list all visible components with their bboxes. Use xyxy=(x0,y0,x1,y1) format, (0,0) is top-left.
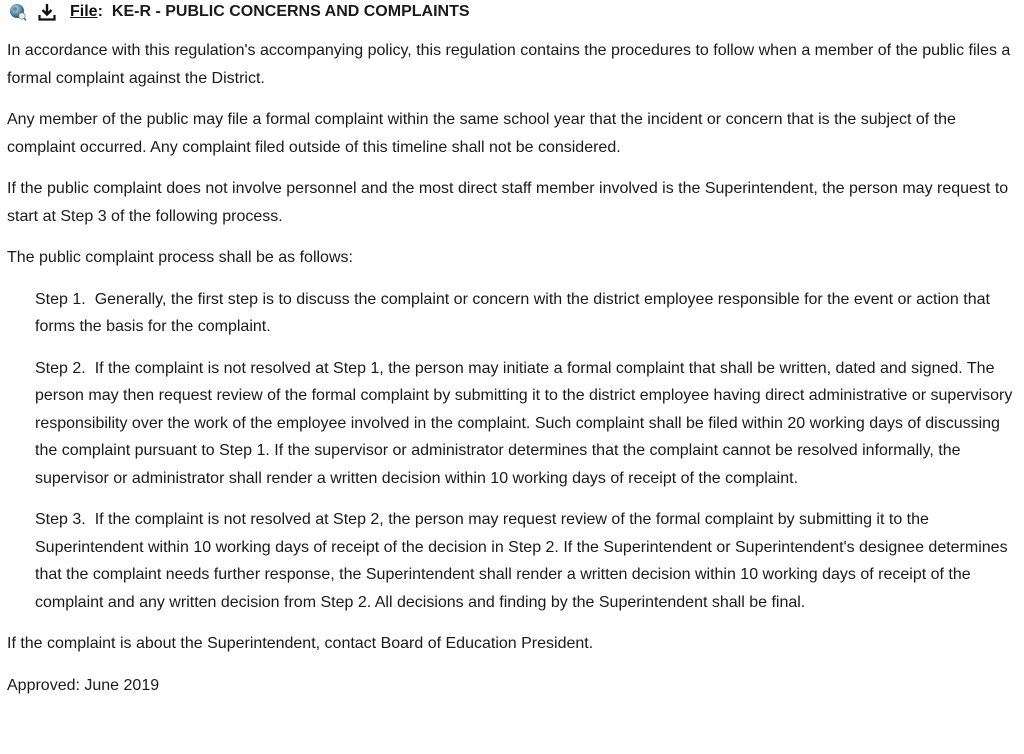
file-header xyxy=(7,0,1018,24)
step-2-text: If the complaint is not resolved at Step 1, the person may initiate a formal complaint that shall be written, dated and signed. The person may then request review of the formal complaint by submitting it to the district employee having direct administrative or supervisory responsibility over the work of the employee involved in the complaint. Such complaint shall be filed within 20 working days of discussing the complaint pursuant to Step 1. If the supervisor or administrator determines that the complaint cannot be resolved informally, the supervisor or administrator shall render a written decision within 10 working days of receipt of the complaint. xyxy=(35,359,1013,487)
step-1-label: Step 1. xyxy=(35,290,86,308)
step-3-label: Step 3. xyxy=(35,511,86,528)
step-2-label: Step 2. xyxy=(35,359,86,377)
document-title: KE-R - PUBLIC CONCERNS AND COMPLAINTS xyxy=(111,3,470,20)
download-icon[interactable] xyxy=(37,2,57,22)
intro-paragraph: In accordance with this regulation's accompanying policy, this regulation contains the procedures to follow when a member of the public files a formal complaint against the District. xyxy=(7,42,1011,87)
process-intro-paragraph: The public complaint process shall be as follows: xyxy=(7,249,353,266)
step-1-text: Generally, the first step is to discuss the complaint or concern with the district employee responsible for the event or action that forms the basis for the complaint. xyxy=(35,290,990,335)
step-3-paragraph xyxy=(35,506,1018,616)
approved-date: Approved: June 2019 xyxy=(7,676,160,694)
file-colon: : xyxy=(97,3,103,20)
step-1-paragraph xyxy=(35,286,1018,341)
step-3-text: If the complaint is not resolved at Step 2, the person may request review of the formal complaint by submitting it to the Superintendent within 10 working days of receipt of the decision in Step 2. If the Superintendent or Superintendent's designee determines that the complaint needs further response, the Superintendent shall render a written decision within 10 working days of receipt of the complaint and any written decision from Step 2. All decisions and finding by the Superintendent shall be final. xyxy=(35,511,1008,611)
timeline-paragraph: Any member of the public may file a formal complaint within the same school year that the incident or concern that is the subject of the complaint occurred. Any complaint filed outside of this timeline shall not be considered. xyxy=(7,111,956,156)
globe-icon[interactable] xyxy=(8,2,28,22)
superintendent-paragraph: If the complaint is about the Superintendent, contact Board of Education President. xyxy=(7,635,594,652)
file-link[interactable]: File xyxy=(70,3,98,20)
personnel-paragraph: If the public complaint does not involve personnel and the most direct staff member involved is the Superintendent, the person may request to start at Step 3 of the following process. xyxy=(7,180,1009,225)
step-2-paragraph xyxy=(35,355,1018,493)
